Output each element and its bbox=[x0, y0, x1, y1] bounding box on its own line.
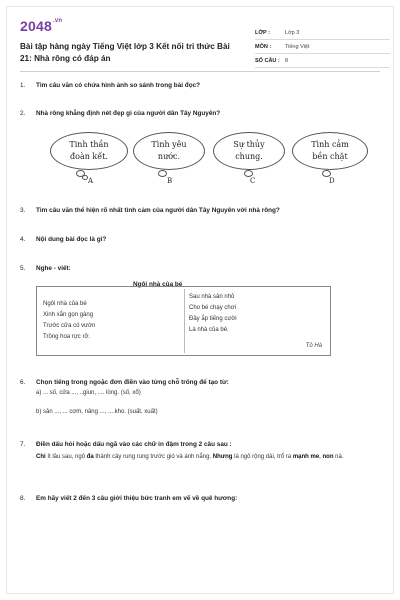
option-d-letter: D bbox=[329, 177, 335, 185]
poem-box bbox=[36, 286, 331, 356]
poem-right-column: Sau nhà sân nhỏ Cho bé chạy chơi Đầy ắp tiếng cười Là nhà của bé. bbox=[189, 294, 237, 333]
header bbox=[20, 12, 385, 68]
meta-info bbox=[255, 26, 390, 68]
option-b-cloud[interactable]: Tình yêu nước. bbox=[133, 132, 205, 170]
question-4: 4. Nội dung bài đọc là gì? bbox=[20, 236, 107, 243]
question-2: 2. Nhà rông khẳng định nét đẹp gì của người dân Tây Nguyên? bbox=[20, 110, 221, 117]
question-1: 1. Tìm câu văn có chứa hình ảnh so sánh trong bài đọc? bbox=[20, 82, 201, 89]
option-b-tail bbox=[158, 170, 167, 177]
poem-author: Tô Hà bbox=[305, 343, 322, 349]
poem-title: Ngôi nhà của bé bbox=[133, 281, 183, 288]
option-a-cloud[interactable]: Tinh thần đoàn kết. bbox=[50, 132, 128, 170]
option-c-cloud[interactable]: Sự thủy chung. bbox=[213, 132, 285, 170]
poem-left-column: Ngôi nhà của bé Xinh xắn gọn gàng Trước cửa có vườn Trồng hoa rực rỡ. bbox=[43, 301, 96, 340]
question-3: 3. Tìm câu văn thể hiện rõ nhất tình cảm của người dân Tây Nguyên với nhà rông? bbox=[20, 207, 280, 214]
question-7-paragraph: Chi ít lâu sau, ngô đa thành cây rung rung trước gió và ánh nắng. Nhưng lá ngô rộng dài, trổ ra mạnh me, non nà. bbox=[36, 454, 344, 460]
option-b-letter: B bbox=[167, 177, 173, 185]
header-divider bbox=[20, 71, 380, 72]
option-a-letter: A bbox=[88, 177, 94, 185]
poem-divider bbox=[184, 289, 185, 353]
option-c-letter: C bbox=[250, 177, 256, 185]
question-6-line-b: b) sản ..., ... cơm, nâng ..., ....kho. (suất, xuất) bbox=[36, 409, 158, 415]
meta-row-class: LỚP : Lớp 3 bbox=[255, 26, 390, 40]
option-c-tail bbox=[244, 170, 253, 177]
question-6-line-a: a) ... số, cửa ..., ..giun, .... lòng. (số, xổ) bbox=[36, 390, 141, 396]
site-logo[interactable]: $2048^{.vn}$ bbox=[20, 18, 63, 34]
option-d-cloud[interactable]: Tình cảm bền chặt bbox=[292, 132, 368, 170]
question-5: 5. Nghe - viết: bbox=[20, 265, 71, 272]
question-7: 7. Điền dấu hỏi hoặc dấu ngã vào các chữ in đậm trong 2 câu sau : bbox=[20, 441, 232, 448]
question-8: 8. Em hãy viết 2 đến 3 câu giới thiệu bức tranh em vẽ về quê hương: bbox=[20, 495, 238, 502]
document-title: Bài tập hàng ngày Tiếng Việt lớp 3 Kết nối tri thức Bài 21: Nhà rông có đáp án bbox=[20, 42, 230, 63]
meta-row-count: SỐ CÂU : 8 bbox=[255, 54, 390, 68]
meta-row-subject: MÔN : Tiếng Việt bbox=[255, 40, 390, 54]
question-6: 6. Chọn tiếng trong ngoặc đơn điền vào từng chỗ trống để tạo từ: bbox=[20, 379, 229, 386]
option-d-tail bbox=[322, 170, 331, 177]
